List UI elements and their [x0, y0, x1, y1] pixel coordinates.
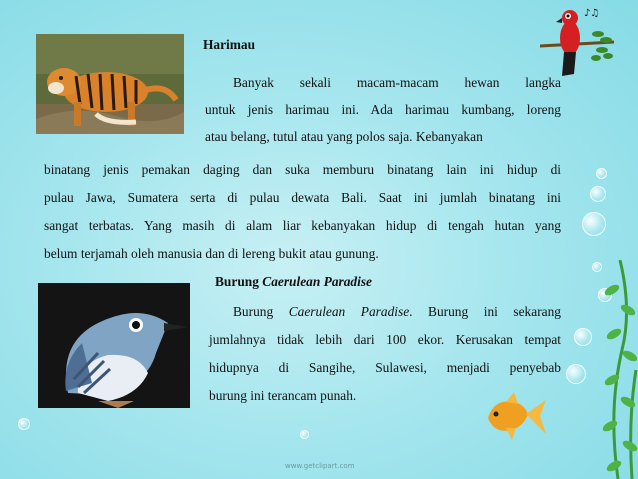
- bird-paragraph-line: jumlahnya tidak lebih dari 100 ekor. Kerusakan tempat: [209, 332, 561, 347]
- bubble-decoration: [18, 418, 30, 430]
- tiger-paragraph-line: belum terjamah oleh manusia dan di lereng bukit atau gunung.: [44, 246, 379, 261]
- seaweed-illustration: [548, 260, 638, 479]
- bird-line1-suffix: . Burung ini sekarang: [409, 304, 561, 319]
- bubble-decoration: [590, 186, 606, 202]
- bird-title: [215, 268, 372, 295]
- clipart-credit: www.getclipart.com: [285, 462, 355, 470]
- tiger-paragraph-line: Banyak sekali macam-macam hewan langka: [233, 75, 561, 90]
- tiger-paragraph-line: sangat terbatas. Yang masih di alam liar kebanyakan hidup di tengah hutan yang: [44, 218, 561, 233]
- bird-paragraph-line: [233, 298, 561, 325]
- bubble-decoration: [300, 430, 309, 439]
- tiger-photo: [36, 34, 184, 134]
- tiger-paragraph-line: untuk jenis harimau ini. Ada harimau kumbang, loreng: [205, 102, 561, 117]
- bubble-decoration: [596, 168, 607, 179]
- tiger-title: Harimau: [203, 37, 256, 52]
- bird-paragraph-line: burung ini terancam punah.: [209, 388, 357, 403]
- tiger-paragraph-line: binatang jenis pemakan daging dan suka memburu binatang lain ini hidup di: [44, 162, 561, 177]
- bird-paragraph-line: hidupnya di Sangihe, Sulawesi, menjadi penyebab: [209, 360, 561, 375]
- svg-text:♪♫: ♪♫: [584, 8, 600, 19]
- bubble-decoration: [582, 212, 606, 236]
- bird-line1-prefix: Burung: [233, 304, 289, 319]
- tiger-paragraph-line: atau belang, tutul atau yang polos saja. Kebanyakan: [205, 129, 483, 144]
- bird-title-prefix: Burung: [215, 274, 263, 289]
- bird-line1-italic: Caerulean Paradise: [288, 304, 410, 319]
- bird-title-italic: Caerulean Paradise: [262, 274, 372, 289]
- tiger-paragraph-line: pulau Jawa, Sumatera serta di pulau dewata Bali. Saat ini jumlah binatang ini: [44, 190, 561, 205]
- bird-photo: [38, 283, 190, 408]
- goldfish-illustration: [484, 390, 546, 442]
